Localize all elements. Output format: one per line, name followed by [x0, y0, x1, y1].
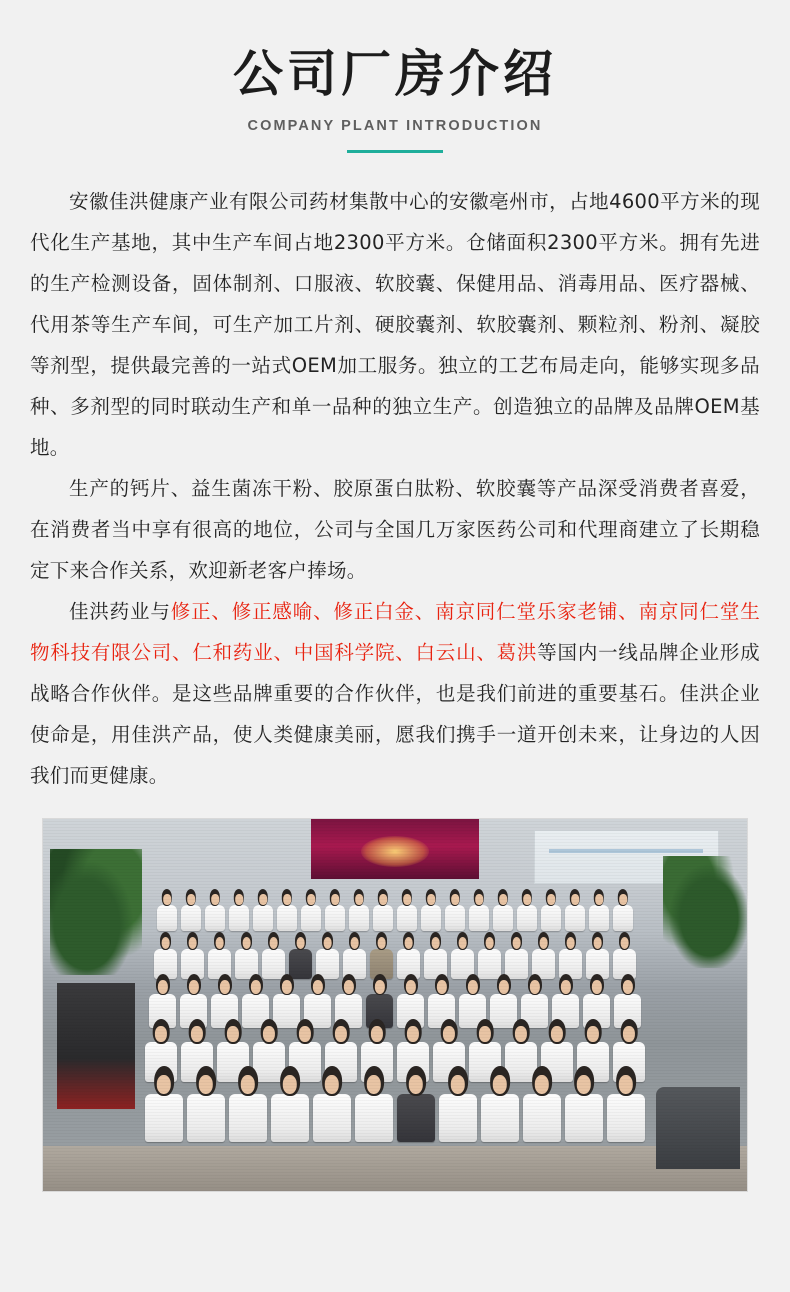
paragraph-1-text: 安徽佳洪健康产业有限公司药材集散中心的安徽亳州市，占地4600平方米的现代化生产基地，其中生产车间占地2300平方米。仓储面积2300平方米。拥有先进的生产检测设备，固体制剂、口服液、软胶囊、保健用品、消毒用品、医疗器械、代用茶等生产车间，可生产加工片剂、硬胶囊剂、软胶囊剂、颗粒剂、粉剂、凝胶等剂型，提供最完善的一站式OEM加工服务。独立的工艺布局走向，能够实现多品种、多剂型的同时联动生产和单一品种的独立生产。创造独立的品牌及品牌OEM基地。	[30, 190, 760, 459]
group-photo	[42, 818, 748, 1192]
person	[229, 905, 249, 931]
person	[469, 905, 489, 931]
person	[325, 905, 345, 931]
person	[289, 949, 312, 979]
page-subtitle-en: COMPANY PLANT INTRODUCTION	[247, 118, 543, 134]
crowd-row	[43, 905, 747, 931]
person	[277, 905, 297, 931]
person	[481, 1094, 519, 1142]
page-header	[0, 0, 790, 153]
crowd-row	[43, 994, 747, 1028]
crowd-row	[43, 949, 747, 979]
person	[589, 905, 609, 931]
person	[157, 905, 177, 931]
person	[445, 905, 465, 931]
person	[439, 1094, 477, 1142]
crowd-row	[43, 1042, 747, 1082]
paragraph-2	[30, 468, 760, 591]
person	[505, 949, 528, 979]
person	[301, 905, 321, 931]
person	[607, 1094, 645, 1142]
page-title: 公司厂房介绍	[233, 45, 557, 103]
floor	[43, 1146, 747, 1191]
person	[229, 1094, 267, 1142]
person	[181, 905, 201, 931]
stage-banner	[311, 819, 480, 879]
title-divider	[347, 150, 443, 153]
person	[613, 905, 633, 931]
person	[565, 1094, 603, 1142]
paragraph-3-text-lead: 佳洪药业与	[69, 600, 171, 623]
person	[187, 1094, 225, 1142]
person	[517, 905, 537, 931]
person	[490, 994, 517, 1028]
paragraph-1	[30, 181, 760, 468]
partner-brands-highlight: 修正、修正感喻、修正白金、南京同仁堂乐家老铺、南京同仁堂生物科技有限公司、仁和药业、中国科学院、白云山、葛洪	[30, 600, 760, 664]
person	[349, 905, 369, 931]
person	[565, 905, 585, 931]
person	[523, 1094, 561, 1142]
person	[271, 1094, 309, 1142]
person	[421, 905, 441, 931]
article-body	[30, 181, 760, 796]
person	[373, 905, 393, 931]
person	[355, 1094, 393, 1142]
person	[145, 1094, 183, 1142]
person	[273, 994, 300, 1028]
paragraph-2-text: 生产的钙片、益生菌冻干粉、胶原蛋白肽粉、软胶囊等产品深受消费者喜爱，在消费者当中享有很高的地位，公司与全国几万家医药公司和代理商建立了长期稳定下来合作关系，欢迎新老客户捧场。	[30, 477, 760, 582]
person	[397, 1094, 435, 1142]
person	[541, 905, 561, 931]
group-photo-image	[43, 819, 747, 1191]
person	[397, 905, 417, 931]
person	[313, 1094, 351, 1142]
person	[478, 949, 501, 979]
person	[253, 905, 273, 931]
paragraph-3	[30, 591, 760, 796]
person	[205, 905, 225, 931]
paragraph-3-text-tail: 等国内一线品牌企业形成战略合作伙伴。是这些品牌重要的合作伙伴，也是我们前进的重要基石。佳洪企业使命是，用佳洪产品，使人类健康美丽，愿我们携手一道开创未来，让身边的人因我们而更健康。	[30, 641, 760, 787]
crowd-row	[43, 1094, 747, 1142]
person	[493, 905, 513, 931]
person	[262, 949, 285, 979]
title-divider-wrap	[0, 150, 790, 153]
